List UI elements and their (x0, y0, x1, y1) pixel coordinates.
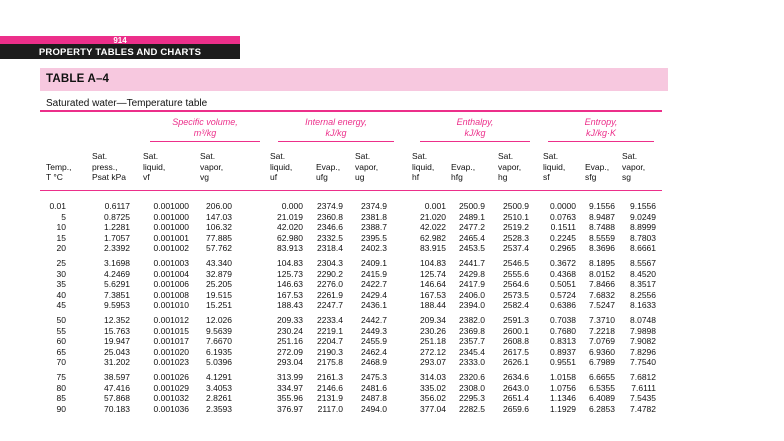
table-cell: 2146.6 (317, 382, 343, 393)
table-cell: 15 (56, 232, 66, 243)
table-cell: 0.2245 (550, 232, 576, 243)
table-cell: 2487.8 (361, 393, 387, 404)
table-cell: 65 (56, 346, 66, 357)
table-cell: 2442.7 (361, 315, 387, 325)
table-cell: 314.03 (420, 372, 446, 382)
table-cell: 0.01 (49, 201, 66, 211)
table-cell: 2494.0 (361, 403, 387, 414)
table-cell: 6.5355 (589, 382, 615, 393)
page-number: 914 (113, 36, 127, 45)
table-cell: 147.03 (206, 211, 232, 222)
table-cell: 0.6386 (550, 300, 576, 311)
table-cell: 2382.0 (459, 315, 485, 325)
table-cell: 70.183 (104, 403, 130, 414)
table-cell: 75 (56, 372, 66, 382)
table-cell: 2333.0 (459, 357, 485, 368)
table-cell: 8.0748 (630, 315, 656, 325)
table-cell: 2429.4 (361, 289, 387, 300)
table-cell: 8.4520 (630, 268, 656, 279)
table-cell: 2591.3 (503, 315, 529, 325)
table-cell: 0.8725 (104, 211, 130, 222)
table-cell: 2573.5 (503, 289, 529, 300)
table-cell: 6.1935 (206, 346, 232, 357)
table-cell: 0.001002 (153, 243, 189, 254)
table-cell: 0.7038 (550, 315, 576, 325)
table-cell: 1.0756 (550, 382, 576, 393)
table-cell: 272.12 (420, 346, 446, 357)
table-cell: 0.001000 (153, 201, 189, 211)
table-cell: 125.73 (277, 268, 303, 279)
column-header: Temp., T °C (46, 161, 72, 182)
table-cell: 2429.8 (459, 268, 485, 279)
table-cell: 9.0249 (630, 211, 656, 222)
table-cell: 206.00 (206, 201, 232, 211)
table-cell: 2360.8 (317, 211, 343, 222)
table-cell: 6.6655 (589, 372, 615, 382)
table-cell: 0.001036 (153, 403, 189, 414)
table-cell: 8.2556 (630, 289, 656, 300)
group-underline (420, 141, 530, 142)
table-cell: 70 (56, 357, 66, 368)
table-cell: 2417.9 (459, 279, 485, 290)
table-cell: 2468.9 (361, 357, 387, 368)
table-cell: 8.8999 (630, 222, 656, 233)
table-cell: 230.26 (420, 325, 446, 336)
column-header: Sat. vapor, hg (498, 151, 522, 182)
table-cell: 21.019 (277, 211, 303, 222)
table-cell: 19.947 (104, 336, 130, 347)
table-cell: 2510.1 (503, 211, 529, 222)
table-cell: 8.3517 (630, 279, 656, 290)
table-cell: 2481.6 (361, 382, 387, 393)
table-cell: 0.001017 (153, 336, 189, 347)
table-cell: 7.3710 (589, 315, 615, 325)
table-cell: 8.5559 (589, 232, 615, 243)
table-cell: 9.5639 (206, 325, 232, 336)
table-cell: 25 (56, 258, 66, 268)
table-cell: 167.53 (277, 289, 303, 300)
table-cell: 2409.1 (361, 258, 387, 268)
table-cell: 7.4782 (630, 403, 656, 414)
table-cell: 0.1511 (550, 222, 576, 233)
table-cell: 9.5953 (104, 300, 130, 311)
table-cell: 77.885 (206, 232, 232, 243)
table-cell: 0.001015 (153, 325, 189, 336)
table-cell: 0.001000 (153, 211, 189, 222)
table-cell: 2318.4 (317, 243, 343, 254)
table-cell: 2477.2 (459, 222, 485, 233)
table-cell: 1.1346 (550, 393, 576, 404)
table-cell: 0.001029 (153, 382, 189, 393)
table-cell: 7.6832 (589, 289, 615, 300)
table-cell: 2175.8 (317, 357, 343, 368)
header-rule (40, 190, 662, 191)
table-cell: 0.001001 (153, 232, 189, 243)
table-cell: 8.9487 (589, 211, 615, 222)
table-cell: 2395.5 (361, 232, 387, 243)
table-cell: 0.7680 (550, 325, 576, 336)
table-cell: 90 (56, 403, 66, 414)
table-cell: 2.8261 (206, 393, 232, 404)
table-cell: 2453.5 (459, 243, 485, 254)
table-cell: 80 (56, 382, 66, 393)
table-cell: 2626.1 (503, 357, 529, 368)
section-title: PROPERTY TABLES AND CHARTS (38, 47, 202, 58)
table-cell: 2369.8 (459, 325, 485, 336)
table-cell: 57.868 (104, 393, 130, 404)
table-cell: 0.001003 (153, 258, 189, 268)
table-cell: 356.02 (420, 393, 446, 404)
table-cell: 335.02 (420, 382, 446, 393)
table-cell: 0.4368 (550, 268, 576, 279)
table-cell: 0.001006 (153, 279, 189, 290)
table-cell: 42.022 (420, 222, 446, 233)
table-cell: 2617.5 (503, 346, 529, 357)
table-cell: 106.32 (206, 222, 232, 233)
table-cell: 2346.6 (317, 222, 343, 233)
table-cell: 7.5435 (630, 393, 656, 404)
table-cell: 2374.9 (317, 201, 343, 211)
table-cell: 7.7540 (630, 357, 656, 368)
table-cell: 8.6661 (630, 243, 656, 254)
table-cell: 20 (56, 243, 66, 254)
table-cell: 12.026 (206, 315, 232, 325)
column-header: Sat. press., Psat kPa (92, 151, 127, 182)
table-cell: 2282.5 (459, 403, 485, 414)
column-header: Evap., ufg (316, 161, 341, 182)
table-cell: 3.4053 (206, 382, 232, 393)
table-cell: 2546.5 (503, 258, 529, 268)
table-cell: 2374.9 (361, 201, 387, 211)
table-cell: 0.001026 (153, 372, 189, 382)
table-cell: 2475.3 (361, 372, 387, 382)
table-cell: 2219.1 (317, 325, 343, 336)
group-internal-energy: Internal energy, kJ/kg (305, 117, 367, 138)
table-cell: 2528.3 (503, 232, 529, 243)
table-cell: 0.001004 (153, 268, 189, 279)
table-cell: 7.8296 (630, 346, 656, 357)
table-cell: 0.001020 (153, 346, 189, 357)
table-cell: 85 (56, 393, 66, 404)
column-header: Evap., hfg (451, 161, 476, 182)
table-cell: 8.0152 (589, 268, 615, 279)
table-cell: 0.001008 (153, 289, 189, 300)
table-cell: 1.0158 (550, 372, 576, 382)
table-cell: 7.6111 (631, 382, 656, 393)
table-cell: 2261.9 (317, 289, 343, 300)
table-cell: 4.1291 (206, 372, 232, 382)
table-cell: 7.6812 (630, 372, 656, 382)
table-cell: 4.2469 (104, 268, 130, 279)
table-cell: 35 (56, 279, 66, 290)
table-cell: 7.5247 (589, 300, 615, 311)
table-cell: 0.001010 (153, 300, 189, 311)
table-cell: 0.5051 (550, 279, 576, 290)
table-cell: 2441.7 (459, 258, 485, 268)
table-cell: 8.1895 (589, 258, 615, 268)
table-cell: 6.7989 (589, 357, 615, 368)
group-enthalpy: Enthalpy, kJ/kg (456, 117, 494, 138)
table-cell: 6.9360 (589, 346, 615, 357)
table-cell: 6.4089 (589, 393, 615, 404)
table-cell: 7.9082 (630, 336, 656, 347)
table-cell: 0.0763 (550, 211, 576, 222)
table-cell: 42.020 (277, 222, 303, 233)
table-cell: 83.915 (420, 243, 446, 254)
table-cell: 313.99 (277, 372, 303, 382)
table-cell: 25.205 (206, 279, 232, 290)
table-cell: 2643.0 (503, 382, 529, 393)
table-cell: 2608.8 (503, 336, 529, 347)
table-cell: 2659.6 (503, 403, 529, 414)
table-cell: 188.43 (277, 300, 303, 311)
group-underline (278, 141, 394, 142)
table-cell: 146.64 (420, 279, 446, 290)
table-cell: 0.2965 (550, 243, 576, 254)
table-cell: 209.34 (420, 315, 446, 325)
table-top-rule (40, 110, 662, 112)
table-cell: 1.2281 (104, 222, 130, 233)
table-cell: 2537.4 (503, 243, 529, 254)
table-cell: 334.97 (277, 382, 303, 393)
table-cell: 15.763 (104, 325, 130, 336)
table-cell: 2415.9 (361, 268, 387, 279)
table-cell: 43.340 (206, 258, 232, 268)
table-cell: 5 (61, 211, 66, 222)
table-cell: 32.879 (206, 268, 232, 279)
table-cell: 2634.6 (503, 372, 529, 382)
column-header: Sat. vapor, ug (355, 151, 379, 182)
table-cell: 0.9551 (550, 357, 576, 368)
table-cell: 2500.9 (459, 201, 485, 211)
table-cell: 2345.4 (459, 346, 485, 357)
table-title: Saturated water—Temperature table (46, 98, 208, 109)
table-cell: 2117.0 (317, 403, 343, 414)
table-cell: 0.0000 (550, 201, 576, 211)
table-cell: 2564.6 (503, 279, 529, 290)
table-cell: 2436.1 (361, 300, 387, 311)
table-cell: 188.44 (420, 300, 446, 311)
table-cell: 3.1698 (104, 258, 130, 268)
table-cell: 293.04 (277, 357, 303, 368)
table-cell: 5.6291 (104, 279, 130, 290)
table-cell: 2357.7 (459, 336, 485, 347)
group-specific-volume: Specific volume, m³/kg (172, 117, 238, 138)
table-cell: 45 (56, 300, 66, 311)
table-cell: 15.251 (206, 300, 232, 311)
table-cell: 7.2218 (589, 325, 615, 336)
table-cell: 2381.8 (361, 211, 387, 222)
table-cell: 377.04 (420, 403, 446, 414)
group-underline (548, 141, 654, 142)
table-cell: 0.6117 (104, 201, 130, 211)
table-cell: 167.53 (420, 289, 446, 300)
column-header: Sat. liquid, hf (412, 151, 435, 182)
table-cell: 2422.7 (361, 279, 387, 290)
column-header: Sat. liquid, uf (270, 151, 293, 182)
table-cell: 8.7803 (630, 232, 656, 243)
table-cell: 2295.3 (459, 393, 485, 404)
table-cell: 9.1556 (589, 201, 615, 211)
table-cell: 9.1556 (630, 201, 656, 211)
table-cell: 57.762 (206, 243, 232, 254)
table-cell: 10 (56, 222, 66, 233)
table-cell: 2304.3 (317, 258, 343, 268)
table-cell: 0.5724 (550, 289, 576, 300)
table-cell: 2489.1 (459, 211, 485, 222)
table-cell: 2651.4 (503, 393, 529, 404)
table-cell: 1.1929 (550, 403, 576, 414)
table-cell: 2.3593 (206, 403, 232, 414)
table-cell: 7.9898 (630, 325, 656, 336)
table-cell: 7.3851 (104, 289, 130, 300)
table-cell: 2600.1 (503, 325, 529, 336)
table-cell: 30 (56, 268, 66, 279)
table-cell: 5.0396 (206, 357, 232, 368)
table-cell: 2465.4 (459, 232, 485, 243)
table-cell: 31.202 (104, 357, 130, 368)
column-header: Sat. vapor, vg (200, 151, 224, 182)
table-cell: 8.5567 (630, 258, 656, 268)
table-cell: 272.09 (277, 346, 303, 357)
table-cell: 2500.9 (503, 201, 529, 211)
table-cell: 0.000 (281, 201, 303, 211)
table-cell: 62.980 (277, 232, 303, 243)
column-header: Sat. liquid, sf (543, 151, 566, 182)
table-label-band (40, 68, 668, 91)
table-cell: 40 (56, 289, 66, 300)
table-cell: 2190.3 (317, 346, 343, 357)
table-cell: 0.001032 (153, 393, 189, 404)
column-header: Sat. vapor, sg (622, 151, 646, 182)
table-cell: 1.7057 (104, 232, 130, 243)
table-cell: 2449.3 (361, 325, 387, 336)
table-cell: 7.6670 (206, 336, 232, 347)
table-cell: 12.352 (104, 315, 130, 325)
table-cell: 209.33 (277, 315, 303, 325)
table-cell: 125.74 (420, 268, 446, 279)
table-cell: 293.07 (420, 357, 446, 368)
table-cell: 8.7488 (589, 222, 615, 233)
table-cell: 146.63 (277, 279, 303, 290)
table-cell: 55 (56, 325, 66, 336)
table-cell: 251.18 (420, 336, 446, 347)
table-cell: 50 (56, 315, 66, 325)
table-cell: 2402.3 (361, 243, 387, 254)
table-cell: 230.24 (277, 325, 303, 336)
table-cell: 0.8313 (550, 336, 576, 347)
table-cell: 7.0769 (589, 336, 615, 347)
table-cell: 0.001 (424, 201, 446, 211)
table-cell: 19.515 (206, 289, 232, 300)
group-entropy: Entropy, kJ/kg·K (584, 117, 618, 138)
table-cell: 376.97 (277, 403, 303, 414)
table-cell: 251.16 (277, 336, 303, 347)
table-cell: 2519.2 (503, 222, 529, 233)
table-cell: 38.597 (104, 372, 130, 382)
table-cell: 2233.4 (317, 315, 343, 325)
column-header: Evap., sfg (585, 161, 610, 182)
table-cell: 21.020 (420, 211, 446, 222)
table-cell: 25.043 (104, 346, 130, 357)
table-cell: 83.913 (277, 243, 303, 254)
table-cell: 0.001023 (153, 357, 189, 368)
table-cell: 8.3696 (589, 243, 615, 254)
table-cell: 2204.7 (317, 336, 343, 347)
table-cell: 0.8937 (550, 346, 576, 357)
table-cell: 2406.0 (459, 289, 485, 300)
group-underline (150, 141, 260, 142)
table-cell: 2462.4 (361, 346, 387, 357)
table-cell: 8.1633 (630, 300, 656, 311)
table-cell: 355.96 (277, 393, 303, 404)
table-cell: 7.8466 (589, 279, 615, 290)
table-cell: 2555.6 (503, 268, 529, 279)
table-cell: 2290.2 (317, 268, 343, 279)
table-cell: 0.3672 (550, 258, 576, 268)
table-cell: 2455.9 (361, 336, 387, 347)
table-cell: 104.83 (420, 258, 446, 268)
table-cell: 2320.6 (459, 372, 485, 382)
table-cell: 2332.5 (317, 232, 343, 243)
column-header: Sat. liquid, vf (143, 151, 166, 182)
table-label: TABLE A–4 (46, 73, 110, 85)
table-cell: 2161.3 (317, 372, 343, 382)
table-cell: 2.3392 (104, 243, 130, 254)
table-cell: 2394.0 (459, 300, 485, 311)
table-cell: 2131.9 (317, 393, 343, 404)
table-cell: 0.001000 (153, 222, 189, 233)
table-cell: 2276.0 (317, 279, 343, 290)
table-cell: 62.982 (420, 232, 446, 243)
table-cell: 2247.7 (317, 300, 343, 311)
table-cell: 104.83 (277, 258, 303, 268)
table-cell: 2308.0 (459, 382, 485, 393)
table-cell: 6.2853 (589, 403, 615, 414)
table-cell: 2388.7 (361, 222, 387, 233)
table-cell: 2582.4 (503, 300, 529, 311)
table-cell: 47.416 (104, 382, 130, 393)
table-cell: 60 (56, 336, 66, 347)
table-cell: 0.001012 (153, 315, 189, 325)
